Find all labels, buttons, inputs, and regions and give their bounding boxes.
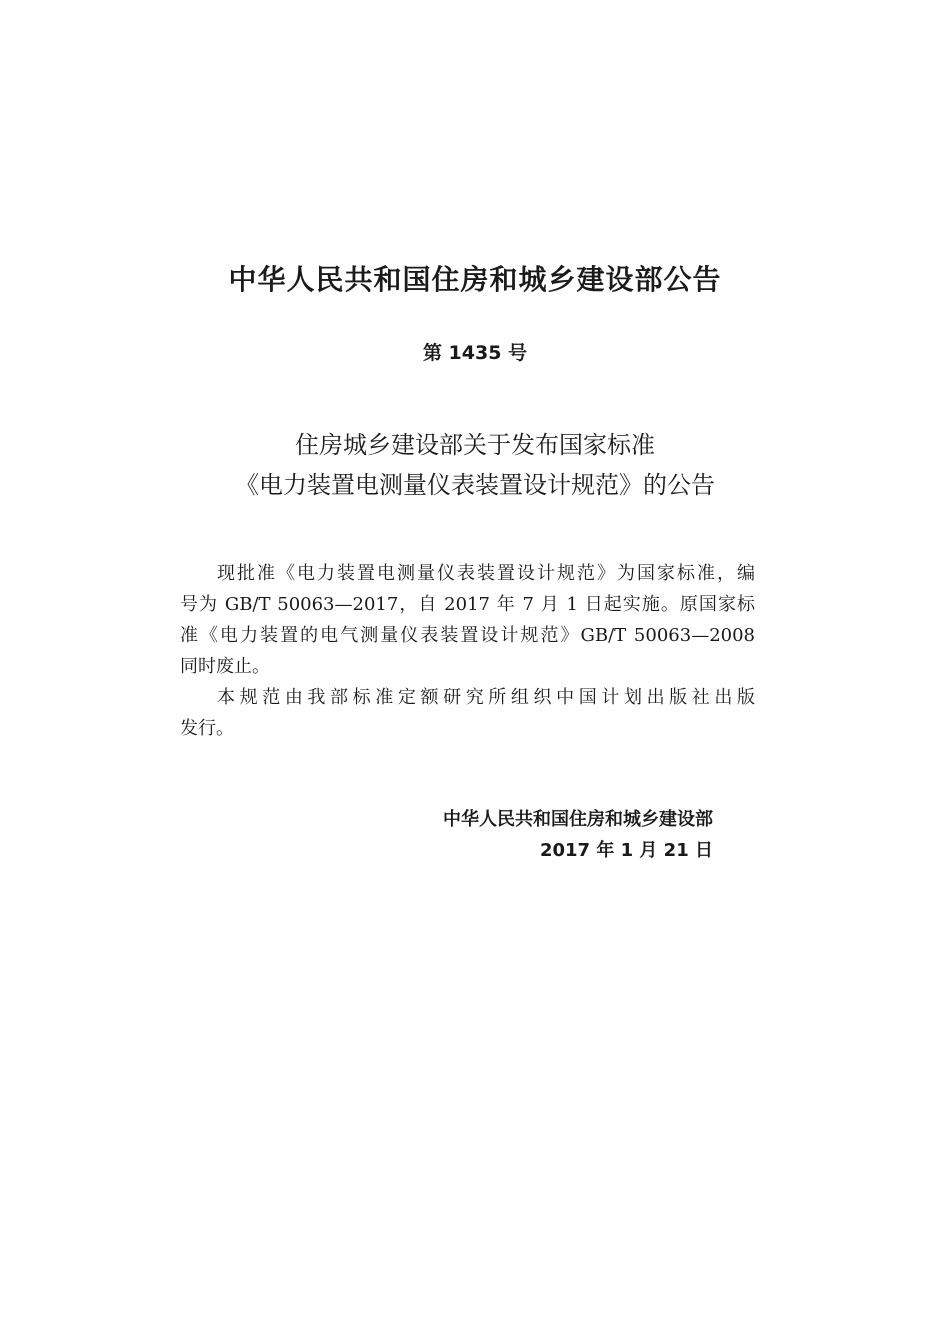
subtitle-line-1: 住房城乡建设部关于发布国家标准 [295,431,655,459]
issue-date: 2017 年 1 月 21 日 [539,840,713,861]
announcement-number: 第 1435 号 [422,342,528,364]
paragraph-1-line-1: 现批准《电力装置电测量仪表装置设计规范》为国家标准，编 [217,563,755,584]
issuing-authority: 中华人民共和国住房和城乡建设部 [443,809,713,830]
paragraph-1-line-2: 号为 GB/T 50063—2017，自 2017 年 7 月 1 日起实施。原国家标 [180,594,755,615]
paragraph-2-line-2: 发行。 [180,718,234,739]
paragraph-1-line-3: 准《电力装置的电气测量仪表装置设计规范》GB/T 50063—2008 [180,625,755,646]
announcement-title: 中华人民共和国住房和城乡建设部公告 [228,263,722,296]
paragraph-1-line-4: 同时废止。 [180,656,270,677]
subtitle-line-2: 《电力装置电测量仪表装置设计规范》的公告 [235,471,715,499]
paragraph-2-line-1: 本规范由我部标准定额研究所组织中国计划出版社出版 [217,687,755,708]
